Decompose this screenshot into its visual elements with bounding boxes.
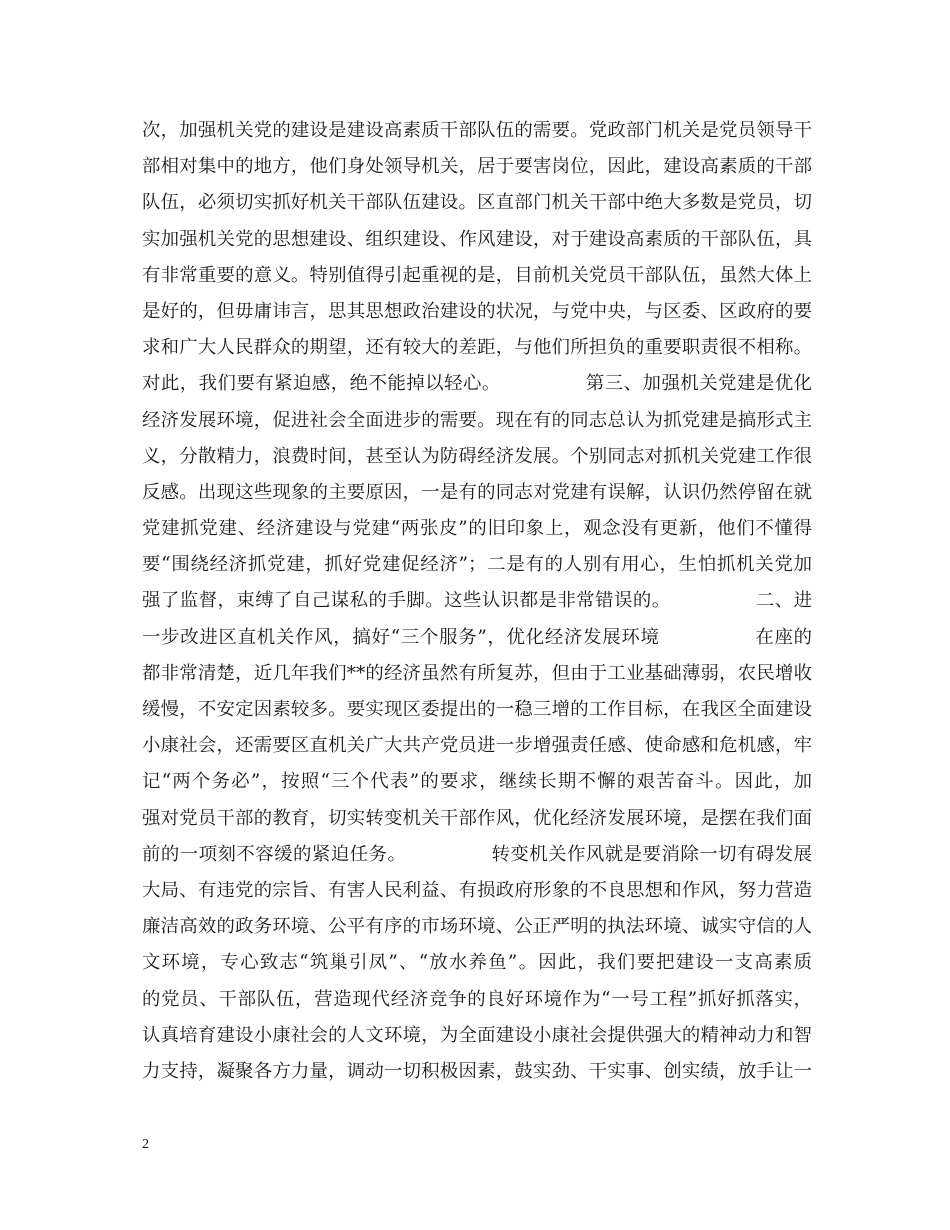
text-line: 义，分散精力，浪费时间，甚至认为防碍经济发展。个别同志对抓机关党建工作很 [142, 445, 812, 467]
text-line: 力支持，凝聚各方力量，调动一切积极因素，鼓实劲、干实事、创实绩，放手让一 [142, 1060, 812, 1082]
text-line: 文环境，专心致志“筑巢引凤”、“放水养鱼”。因此，我们要把建设一支高素质 [142, 952, 812, 974]
text-line: 实加强机关党的思想建设、组织建设、作风建设，对于建设高素质的干部队伍，具 [142, 228, 812, 250]
text-line: 反感。出现这些现象的主要原因，一是有的同志对党建有误解，认识仍然停留在就 [142, 481, 812, 503]
text-line: 廉洁高效的政务环境、公平有序的市场环境、公正严明的执法环境、诚实守信的人 [142, 916, 812, 938]
text-line: 次，加强机关党的建设是建设高素质干部队伍的需要。党政部门机关是党员领导干 [142, 120, 812, 141]
text-line: 缓慢，不安定因素较多。要实现区委提出的一稳三增的工作目标，在我区全面建设 [142, 699, 812, 720]
body-text [142, 113, 812, 1090]
text-line: 强了监督，束缚了自己谋私的手脚。这些认识都是非常错误的。 二、进 [142, 590, 812, 612]
text-line: 记“两个务必”，按照“三个代表”的要求，继续长期不懈的艰苦奋斗。因此，加 [142, 771, 812, 793]
text-line: 党建抓党建、经济建设与党建“两张皮”的旧印象上，观念没有更新，他们不懂得 [142, 518, 812, 540]
text-line: 队伍，必须切实抓好机关干部队伍建设。区直部门机关干部中绝大多数是党员，切 [142, 192, 812, 214]
text-line: 求和广大人民群众的期望，还有较大的差距，与他们所担负的重要职责很不相称。 [142, 337, 812, 359]
text-line: 都非常清楚，近几年我们**的经济虽然有所复苏，但由于工业基础薄弱，农民增收 [142, 662, 812, 684]
text-line: 认真培育建设小康社会的人文环境，为全面建设小康社会提供强大的精神动力和智 [142, 1024, 812, 1046]
text-line: 大局、有违党的宗旨、有害人民利益、有损政府形象的不良思想和作风，努力营造 [142, 879, 812, 901]
text-line: 强对党员干部的教育，切实转变机关干部作风，优化经济发展环境，是摆在我们面 [142, 807, 812, 829]
page-number: 2 [142, 1137, 149, 1152]
text-line: 前的一项刻不容缓的紧迫任务。 转变机关作风就是要消除一切有碍发展 [142, 843, 812, 865]
text-line: 有非常重要的意义。特别值得引起重视的是，目前机关党员干部队伍，虽然大体上 [142, 264, 812, 286]
text-line: 经济发展环境，促进社会全面进步的需要。现在有的同志总认为抓党建是搞形式主 [142, 409, 812, 431]
text-line: 一步改进区直机关作风，搞好“三个服务”，优化经济发展环境 在座的 [142, 626, 812, 648]
text-line: 要“围绕经济抓党建，抓好党建促经济”；二是有的人别有用心，生怕抓机关党加 [142, 554, 812, 576]
text-line: 部相对集中的地方，他们身处领导机关，居于要害岗位，因此，建设高素质的干部 [142, 156, 812, 178]
text-line: 小康社会，还需要区直机关广大共产党员进一步增强责任感、使命感和危机感，牢 [142, 735, 812, 757]
text-line: 是好的，但毋庸讳言，思其思想政治建设的状况，与党中央，与区委、区政府的要 [142, 300, 812, 322]
text-line: 的党员、干部队伍，营造现代经济竞争的良好环境作为“一号工程”抓好抓落实， [142, 988, 812, 1010]
text-line: 对此，我们要有紧迫感，绝不能掉以轻心。 第三、加强机关党建是优化 [142, 373, 812, 395]
